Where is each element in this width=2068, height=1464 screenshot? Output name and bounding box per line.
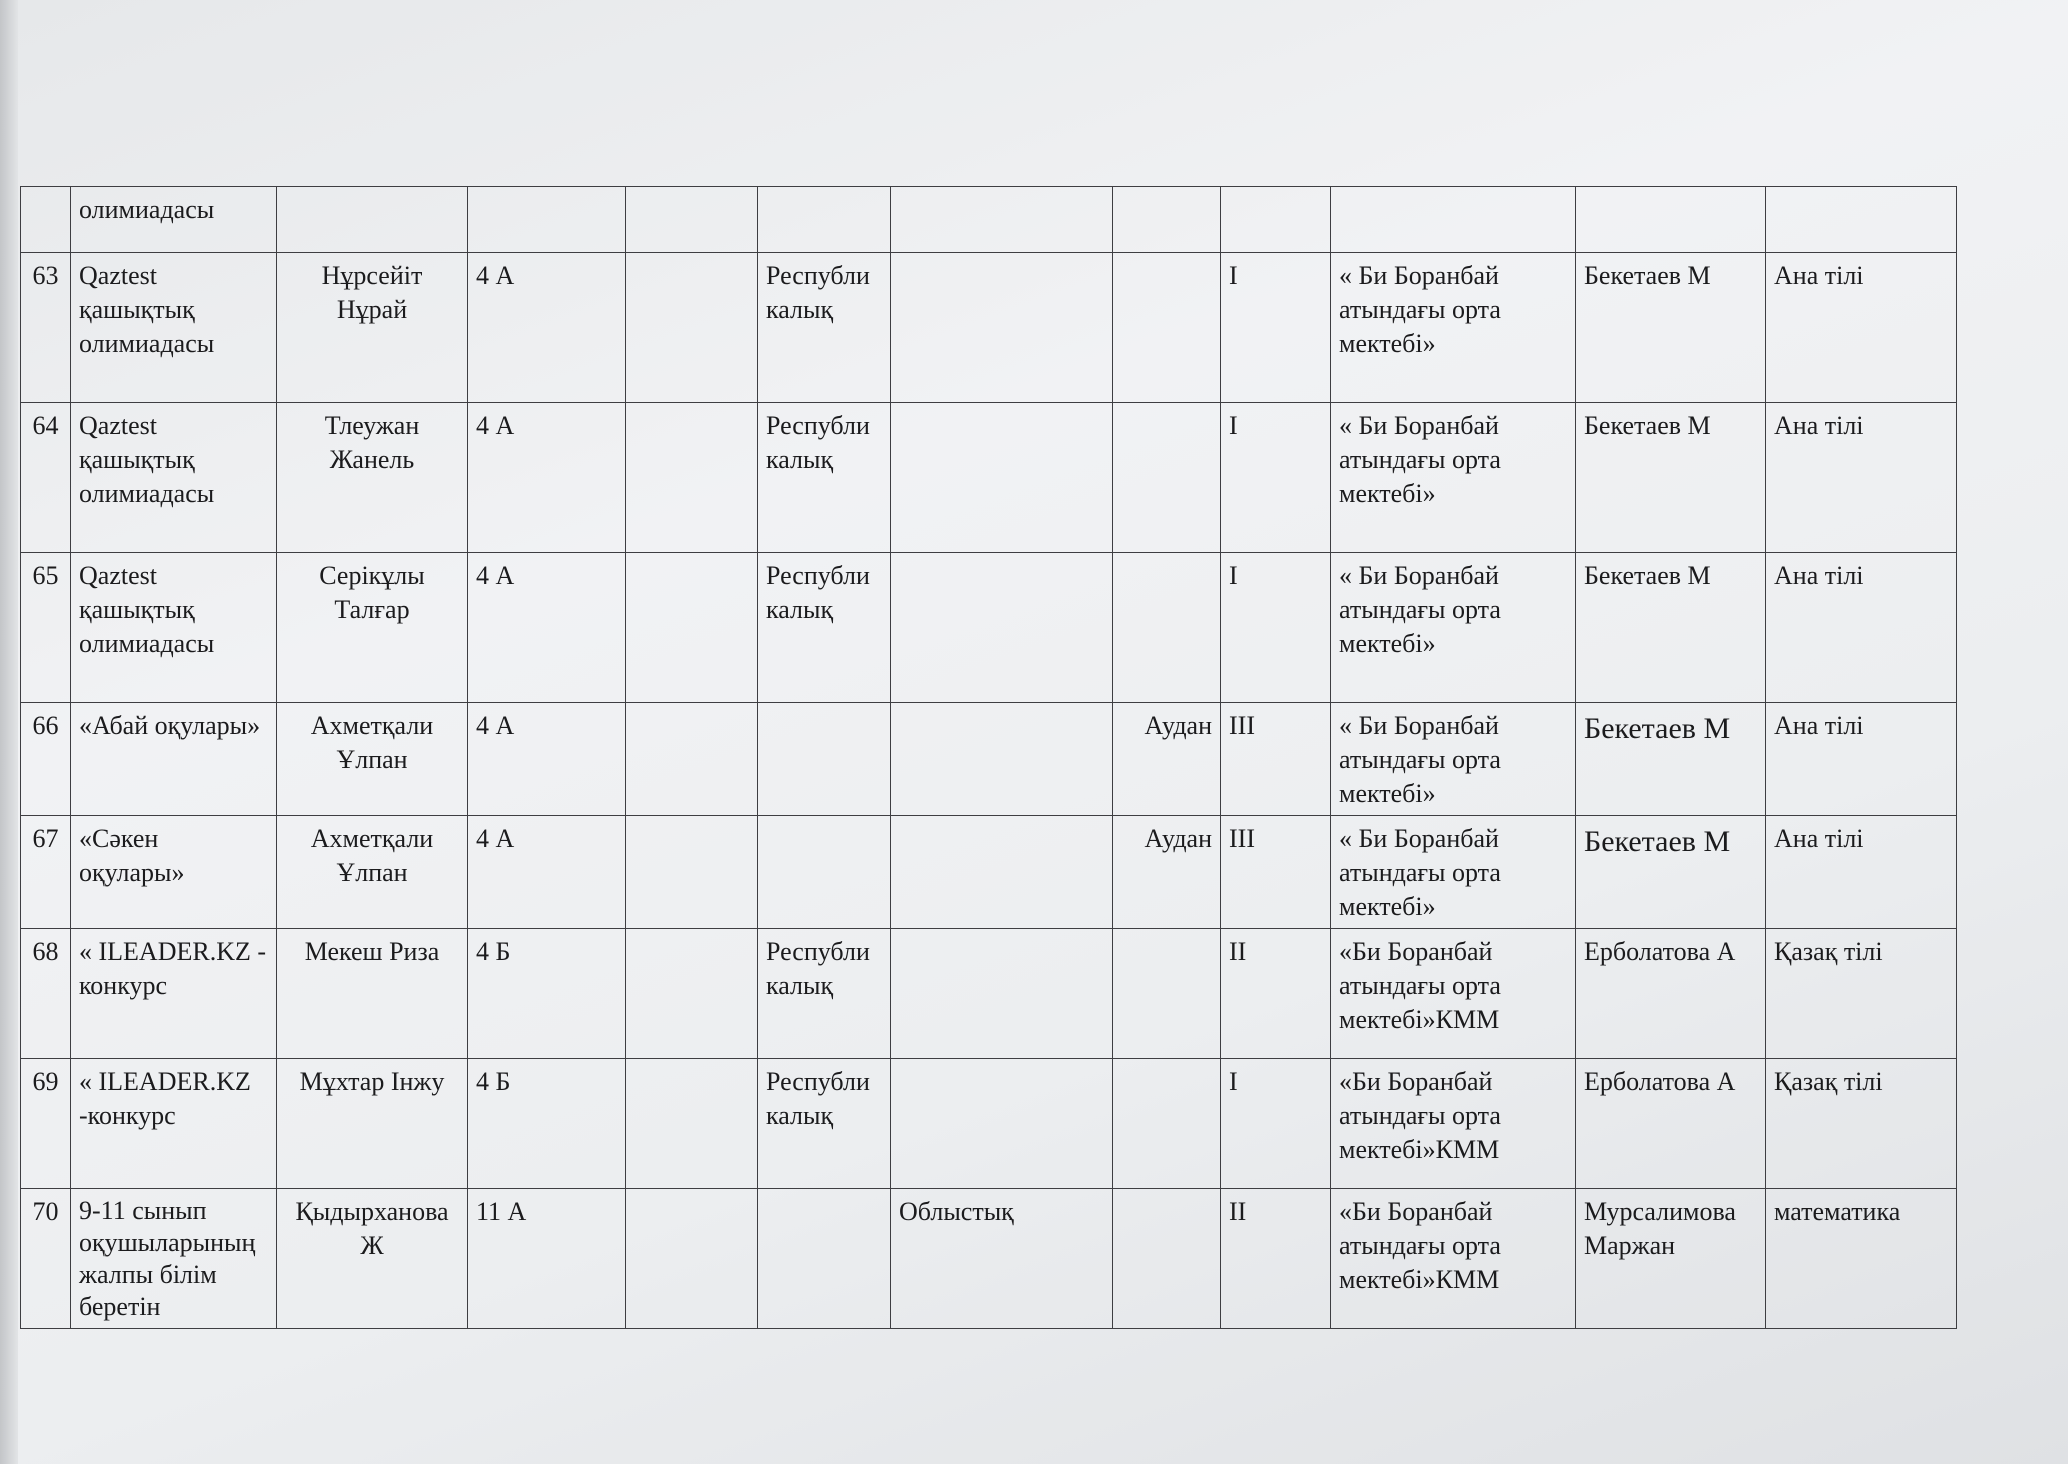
- cell-teacher: Мурсалимова Маржан: [1576, 1189, 1766, 1329]
- table-row: [21, 1059, 1957, 1189]
- cell-num: 69: [21, 1059, 71, 1189]
- cell-republican: [758, 816, 891, 929]
- cell-num: 65: [21, 553, 71, 703]
- cell-republican: Республикалық: [758, 929, 891, 1059]
- cell-student: Ахметқали Ұлпан: [277, 703, 468, 816]
- cell-international: [626, 553, 758, 703]
- cell-event: « ILEADER.KZ - конкурс: [71, 929, 277, 1059]
- cell-international: [626, 253, 758, 403]
- cell-school: « Би Боранбай атындағы орта мектебі»: [1331, 553, 1576, 703]
- cell-place: I: [1221, 1059, 1331, 1189]
- cell-student: Ахметқали Ұлпан: [277, 816, 468, 929]
- cell-class: 11 А: [468, 1189, 626, 1329]
- cell-class: 4 А: [468, 703, 626, 816]
- cell-republican: Республикалық: [758, 1059, 891, 1189]
- table-row: [21, 816, 1957, 929]
- cell-num: 68: [21, 929, 71, 1059]
- cell-school: «Би Боранбай атындағы орта мектебі»КММ: [1331, 1189, 1576, 1329]
- cell-class: 4 А: [468, 253, 626, 403]
- cell-republican: [758, 703, 891, 816]
- table-row: [21, 403, 1957, 553]
- cell-student: Мекеш Риза: [277, 929, 468, 1059]
- cell-student: [277, 187, 468, 253]
- cell-teacher: Бекетаев М: [1576, 253, 1766, 403]
- cell-subject: Ана тілі: [1766, 553, 1957, 703]
- cell-school: « Би Боранбай атындағы орта мектебі»: [1331, 403, 1576, 553]
- cell-class: 4 Б: [468, 929, 626, 1059]
- cell-event: «Сәкен оқулары»: [71, 816, 277, 929]
- cell-district: [1113, 929, 1221, 1059]
- cell-school: [1331, 187, 1576, 253]
- cell-num: 63: [21, 253, 71, 403]
- cell-regional: [891, 553, 1113, 703]
- cell-place: I: [1221, 253, 1331, 403]
- cell-student: Нұрсейіт Нұрай: [277, 253, 468, 403]
- table-row: [21, 929, 1957, 1059]
- cell-num: 70: [21, 1189, 71, 1329]
- cell-event: Qaztest қашықтық олимиадасы: [71, 553, 277, 703]
- cell-teacher: Бекетаев М: [1576, 703, 1766, 816]
- cell-subject: Қазақ тілі: [1766, 1059, 1957, 1189]
- cell-place: I: [1221, 553, 1331, 703]
- cell-international: [626, 929, 758, 1059]
- cell-place: I: [1221, 403, 1331, 553]
- cell-subject: [1766, 187, 1957, 253]
- cell-num: 66: [21, 703, 71, 816]
- cell-class: 4 А: [468, 403, 626, 553]
- cell-num: 64: [21, 403, 71, 553]
- cell-class: 4 Б: [468, 1059, 626, 1189]
- cell-teacher: Ерболатова А: [1576, 1059, 1766, 1189]
- cell-regional: [891, 187, 1113, 253]
- cell-regional: Облыстық: [891, 1189, 1113, 1329]
- cell-international: [626, 1059, 758, 1189]
- cell-subject: Ана тілі: [1766, 703, 1957, 816]
- cell-school: «Би Боранбай атындағы орта мектебі»КММ: [1331, 1059, 1576, 1189]
- cell-student: Мұхтар Інжу: [277, 1059, 468, 1189]
- cell-subject: Қазақ тілі: [1766, 929, 1957, 1059]
- cell-international: [626, 1189, 758, 1329]
- paper-edge: [0, 0, 18, 1464]
- cell-district: Аудан: [1113, 816, 1221, 929]
- cell-event: « ILEADER.KZ -конкурс: [71, 1059, 277, 1189]
- cell-district: Аудан: [1113, 703, 1221, 816]
- cell-regional: [891, 253, 1113, 403]
- cell-district: [1113, 403, 1221, 553]
- cell-international: [626, 703, 758, 816]
- cell-event: «Абай оқулары»: [71, 703, 277, 816]
- cell-district: [1113, 187, 1221, 253]
- cell-subject: математика: [1766, 1189, 1957, 1329]
- cell-student: Тлеужан Жанель: [277, 403, 468, 553]
- cell-teacher: Бекетаев М: [1576, 553, 1766, 703]
- cell-event: Qaztest қашықтық олимиадасы: [71, 403, 277, 553]
- cell-place: III: [1221, 816, 1331, 929]
- cell-district: [1113, 553, 1221, 703]
- cell-teacher: Бекетаев М: [1576, 816, 1766, 929]
- cell-international: [626, 403, 758, 553]
- cell-republican: [758, 187, 891, 253]
- table-row: [21, 187, 1957, 253]
- cell-international: [626, 187, 758, 253]
- cell-class: 4 А: [468, 816, 626, 929]
- cell-republican: [758, 1189, 891, 1329]
- cell-regional: [891, 403, 1113, 553]
- cell-regional: [891, 703, 1113, 816]
- cell-event: 9-11 сынып оқушыларының жалпы білім беретін: [71, 1189, 277, 1329]
- cell-international: [626, 816, 758, 929]
- cell-teacher: [1576, 187, 1766, 253]
- cell-district: [1113, 1189, 1221, 1329]
- cell-subject: Ана тілі: [1766, 403, 1957, 553]
- cell-place: [1221, 187, 1331, 253]
- cell-student: Серікұлы Талғар: [277, 553, 468, 703]
- cell-school: « Би Боранбай атындағы орта мектебі»: [1331, 253, 1576, 403]
- table-row: [21, 1189, 1957, 1329]
- cell-district: [1113, 1059, 1221, 1189]
- cell-student: Қыдырханова Ж: [277, 1189, 468, 1329]
- cell-school: « Би Боранбай атындағы орта мектебі»: [1331, 703, 1576, 816]
- cell-district: [1113, 253, 1221, 403]
- cell-class: [468, 187, 626, 253]
- cell-num: 67: [21, 816, 71, 929]
- table-row: [21, 253, 1957, 403]
- cell-republican: Республикалық: [758, 553, 891, 703]
- cell-school: « Би Боранбай атындағы орта мектебі»: [1331, 816, 1576, 929]
- cell-place: II: [1221, 1189, 1331, 1329]
- cell-regional: [891, 1059, 1113, 1189]
- cell-event: олимиадасы: [71, 187, 277, 253]
- table-row: [21, 703, 1957, 816]
- cell-teacher: Ерболатова А: [1576, 929, 1766, 1059]
- cell-class: 4 А: [468, 553, 626, 703]
- table-row: [21, 553, 1957, 703]
- cell-place: III: [1221, 703, 1331, 816]
- cell-event: Qaztest қашықтық олимиадасы: [71, 253, 277, 403]
- cell-republican: Республикалық: [758, 253, 891, 403]
- cell-regional: [891, 929, 1113, 1059]
- cell-subject: Ана тілі: [1766, 253, 1957, 403]
- cell-regional: [891, 816, 1113, 929]
- cell-subject: Ана тілі: [1766, 816, 1957, 929]
- cell-num: [21, 187, 71, 253]
- results-table: [20, 186, 1957, 1329]
- cell-teacher: Бекетаев М: [1576, 403, 1766, 553]
- cell-republican: Республикалық: [758, 403, 891, 553]
- cell-place: II: [1221, 929, 1331, 1059]
- cell-school: «Би Боранбай атындағы орта мектебі»КММ: [1331, 929, 1576, 1059]
